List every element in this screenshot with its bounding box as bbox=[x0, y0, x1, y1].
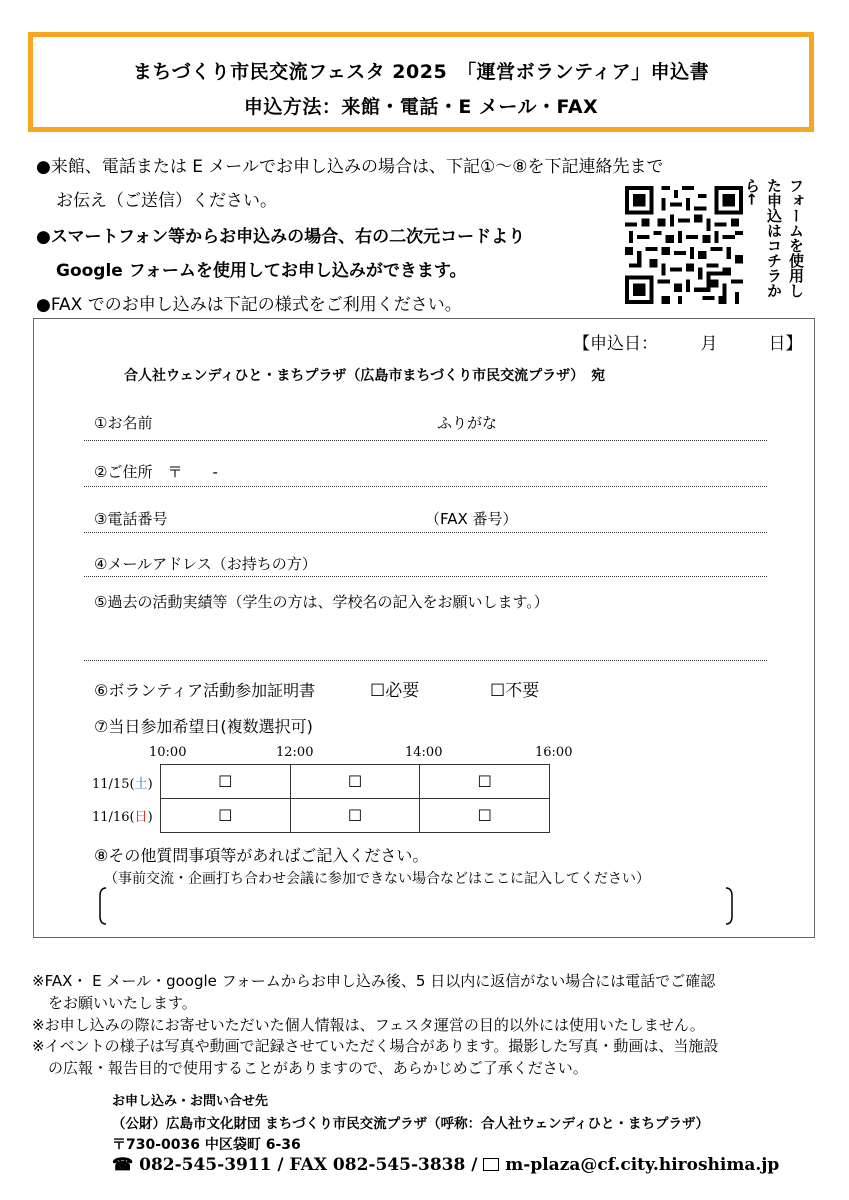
phone-field[interactable] bbox=[84, 532, 767, 533]
slot-checkbox[interactable]: ☐ bbox=[161, 799, 291, 833]
certificate-need-checkbox[interactable]: ☐必要 bbox=[370, 681, 420, 701]
time-label: 16:00 bbox=[535, 745, 573, 760]
contact-org: （公財）広島市文化財団 まちづくり市民交流プラザ（呼称：合人社ウェンディひと・まちプラザ） bbox=[112, 1116, 709, 1132]
contact-address: 〒730-0036 中区袋町 6-36 bbox=[112, 1137, 301, 1153]
name-field[interactable] bbox=[84, 440, 767, 441]
history-field[interactable] bbox=[84, 660, 767, 661]
contact-email[interactable]: m-plaza@cf.city.hiroshima.jp bbox=[505, 1155, 780, 1175]
other-label: ⑧その他質問事項等があればご記入ください。 bbox=[94, 846, 429, 865]
schedule-row-label: 11/15(土) bbox=[92, 777, 153, 792]
phone-icon: ☎ bbox=[112, 1155, 134, 1175]
name-label: ①お名前 bbox=[94, 414, 153, 432]
schedule-row-label: 11/16(日) bbox=[92, 810, 153, 825]
qr-caption: フォームを使用した申込はコチラから← bbox=[743, 178, 805, 298]
application-date: 【申込日： 月 日】 bbox=[573, 334, 803, 354]
qr-code[interactable] bbox=[624, 186, 744, 304]
phone-label: ③電話番号 bbox=[94, 510, 168, 528]
intro-bullet-2: ●スマートフォン等からお申込みの場合、右の二次元コードより bbox=[36, 227, 526, 247]
contact-line bbox=[112, 1155, 779, 1175]
email-label: ④メールアドレス（お持ちの方） bbox=[94, 555, 317, 573]
day-sunday: 日 bbox=[134, 810, 148, 825]
contact-phone-fax[interactable]: 082-545-3911 / FAX 082-545-3838 / bbox=[139, 1155, 478, 1175]
slot-checkbox[interactable]: ☐ bbox=[290, 799, 420, 833]
address-field[interactable] bbox=[84, 486, 767, 487]
fax-label: （FAX 番号） bbox=[425, 510, 518, 528]
note-3-cont: の広報・報告目的で使用することがありますので、あらかじめご了承ください。 bbox=[48, 1059, 588, 1077]
time-label: 14:00 bbox=[405, 745, 443, 760]
note-1: ※FAX・ E メール・google フォームからお申し込み後、5 日以内に返信がない場合には電話でご確認 bbox=[32, 972, 716, 990]
slot-checkbox[interactable]: ☐ bbox=[420, 799, 550, 833]
email-field[interactable] bbox=[84, 576, 767, 577]
slot-checkbox[interactable]: ☐ bbox=[161, 765, 291, 799]
intro-bullet-3: ●FAX でのお申し込みは下記の様式をご利用ください。 bbox=[36, 295, 462, 315]
note-3: ※イベントの様子は写真や動画で記録させていただく場合があります。撮影した写真・動画は、当施設 bbox=[32, 1037, 719, 1055]
page-title: まちづくり市民交流フェスタ 2025 「運営ボランティア」申込書 bbox=[132, 61, 710, 83]
time-label: 10:00 bbox=[149, 745, 187, 760]
furigana-label: ふりがな bbox=[437, 414, 498, 432]
intro-bullet-2-cont: Google フォームを使用してお申し込みができます。 bbox=[56, 261, 467, 281]
intro-bullet-1-cont: お伝え（ご送信）ください。 bbox=[56, 191, 277, 211]
slot-checkbox[interactable]: ☐ bbox=[420, 765, 550, 799]
note-2: ※お申し込みの際にお寄せいただいた個人情報は、フェスタ運営の目的以外には使用いたしません。 bbox=[32, 1016, 705, 1034]
slot-checkbox[interactable]: ☐ bbox=[290, 765, 420, 799]
table-row bbox=[161, 799, 550, 833]
time-label: 12:00 bbox=[276, 745, 314, 760]
title-box bbox=[28, 32, 814, 132]
history-label: ⑤過去の活動実績等（学生の方は、学校名の記入をお願いします。） bbox=[94, 593, 549, 611]
table-row bbox=[161, 765, 550, 799]
addressee: 合人社ウェンディひと・まちプラザ（広島市まちづくり市民交流プラザ） 宛 bbox=[124, 368, 606, 384]
other-field[interactable] bbox=[98, 886, 734, 926]
day-saturday: 土 bbox=[134, 777, 148, 792]
application-methods: 申込方法：来館・電話・E メール・FAX bbox=[243, 96, 599, 118]
schedule-table bbox=[160, 764, 550, 833]
contact-heading: お申し込み・お問い合せ先 bbox=[112, 1094, 269, 1109]
certificate-noneed-checkbox[interactable]: ☐不要 bbox=[490, 681, 540, 701]
certificate-label: ⑥ボランティア活動参加証明書 bbox=[94, 681, 316, 700]
intro-bullet-1: ●来館、電話または E メールでお申し込みの場合は、下記①～⑧を下記連絡先まで bbox=[36, 157, 664, 177]
note-1-cont: をお願いいたします。 bbox=[48, 994, 197, 1012]
other-hint: （事前交流・企画打ち合わせ会議に参加できない場合などはここに記入してください） bbox=[104, 871, 650, 887]
mail-icon bbox=[483, 1158, 499, 1171]
address-label: ②ご住所 〒 - bbox=[94, 463, 218, 481]
schedule-label: ⑦当日参加希望日(複数選択可) bbox=[94, 717, 313, 736]
